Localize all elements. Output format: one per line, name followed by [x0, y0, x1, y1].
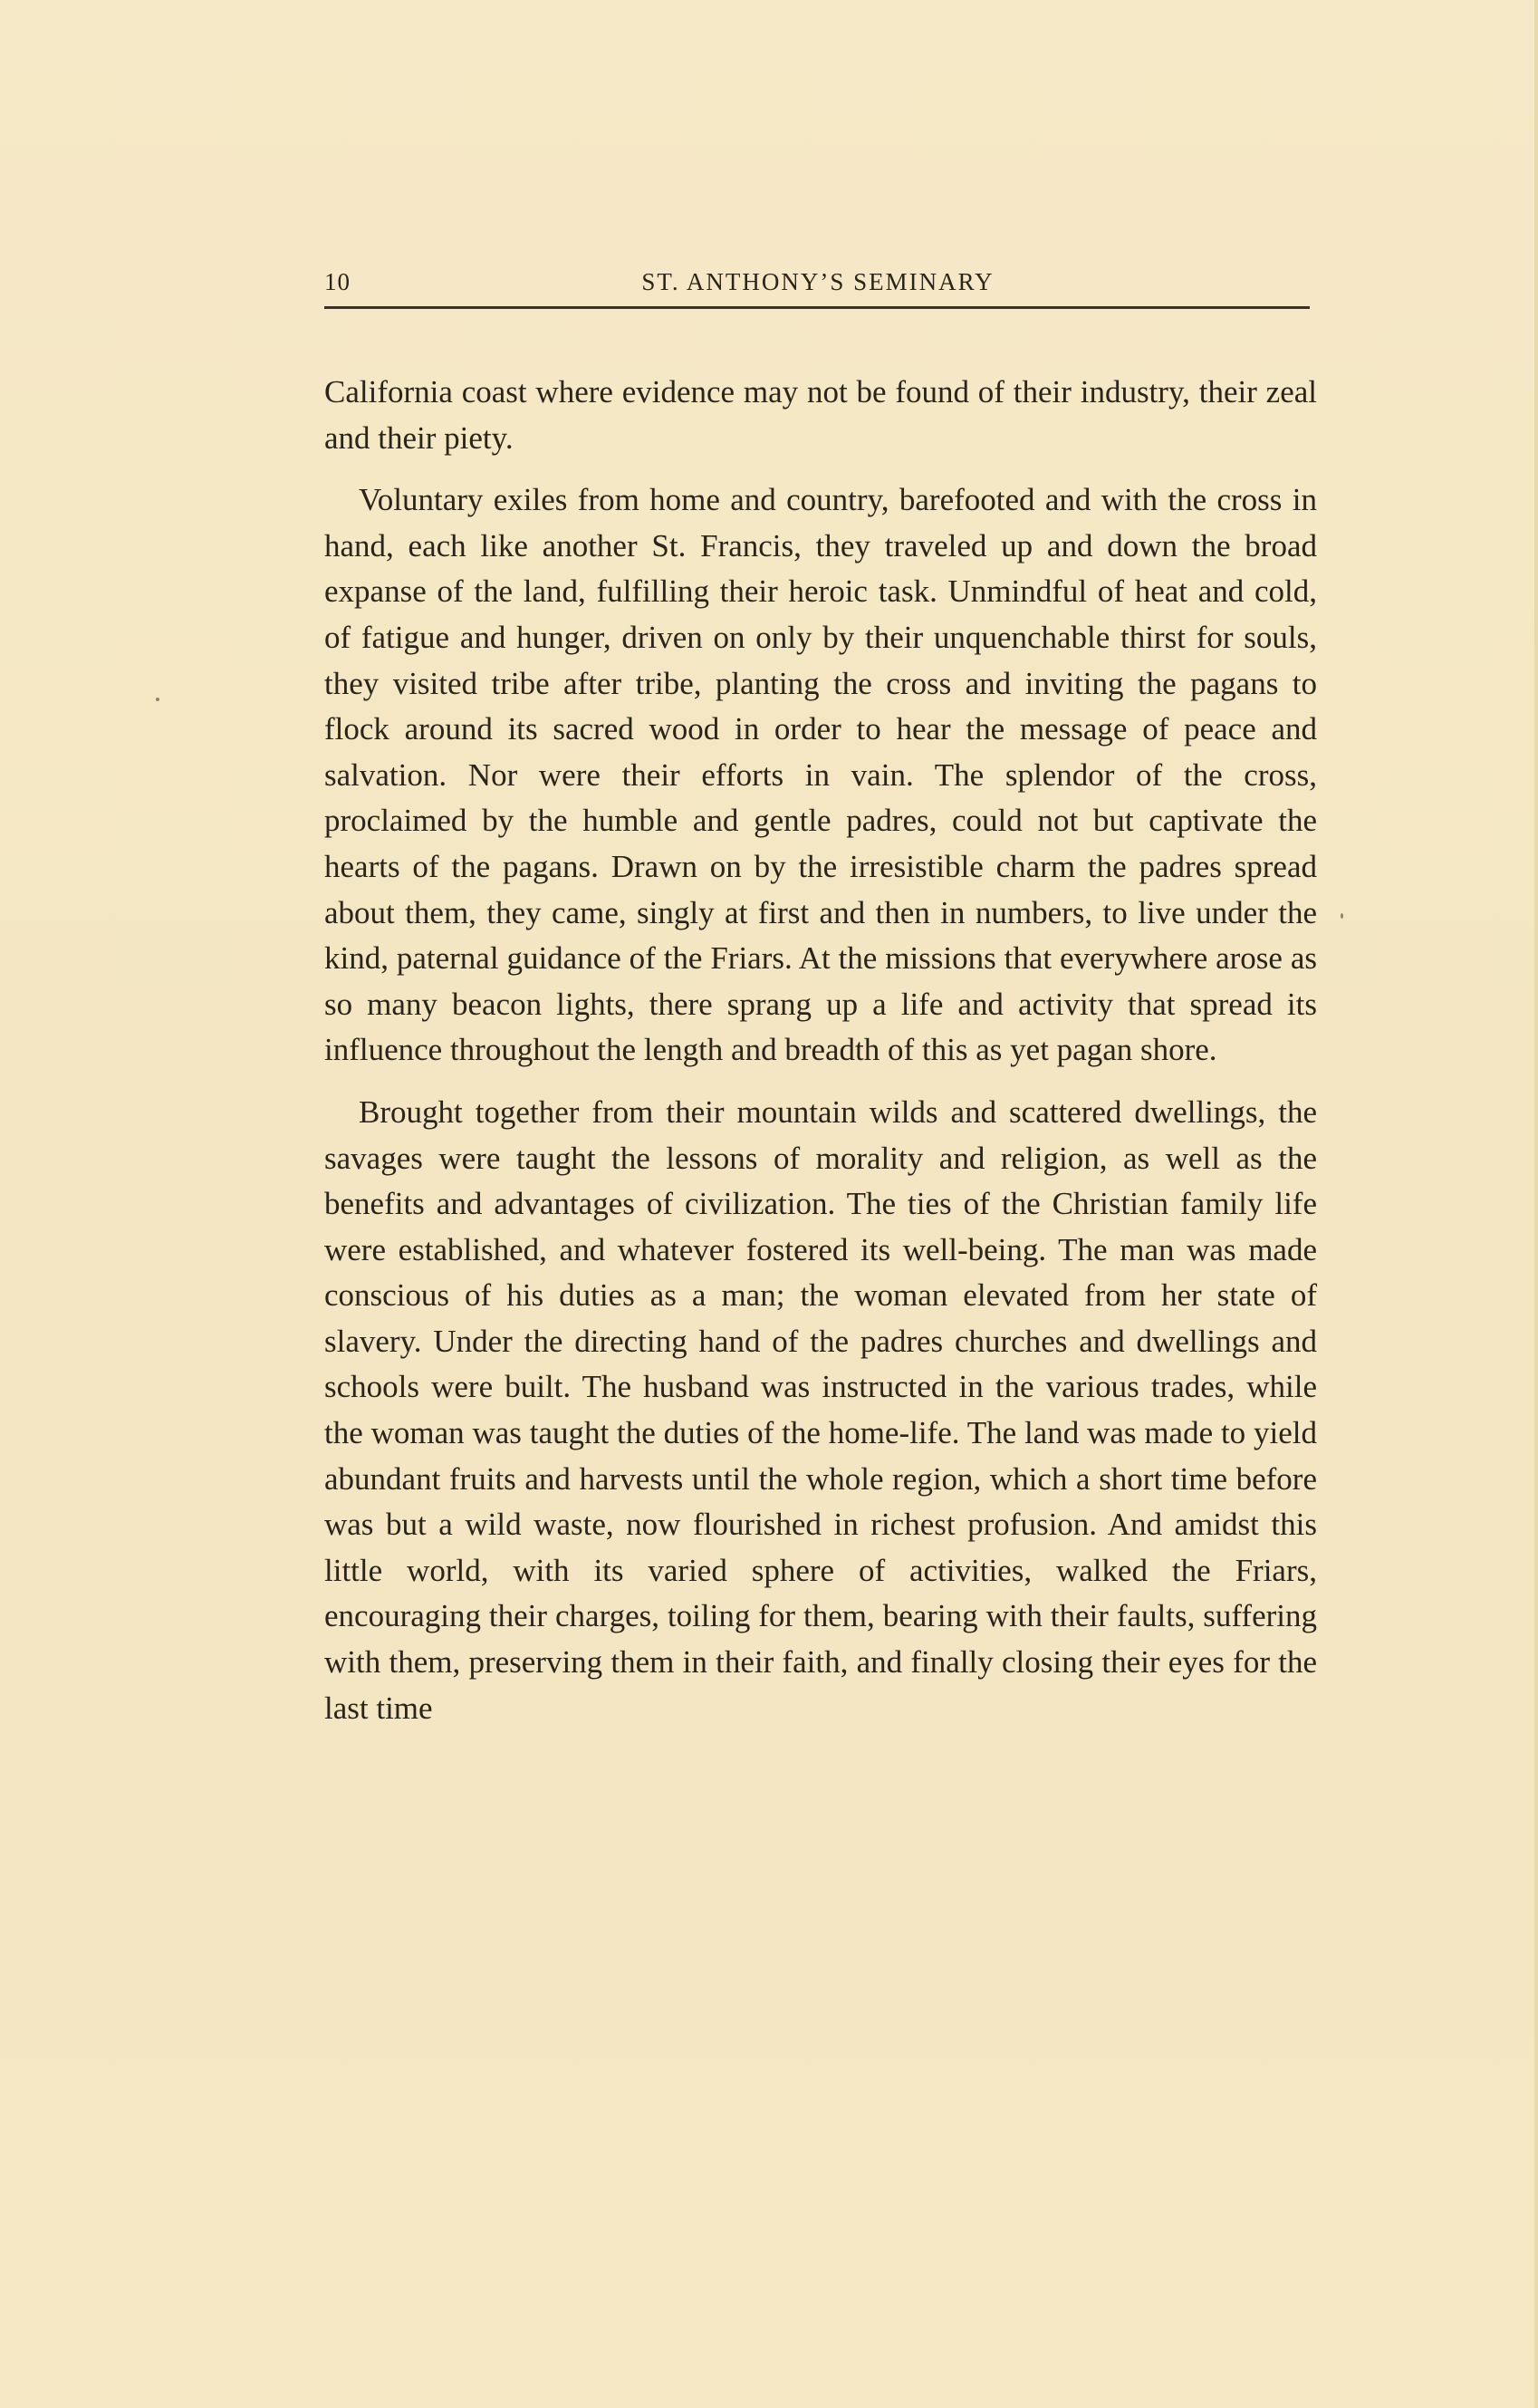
paragraph-continued: California coast where evidence may not be found of their industry, their zeal and their piety.	[324, 374, 1317, 456]
page-edge	[1534, 0, 1538, 2408]
running-head-title: ST. ANTHONY’S SEMINARY	[641, 268, 995, 295]
header-rule	[324, 306, 1310, 309]
paragraph-voluntary-exiles: Voluntary exiles from home and country, barefooted and with the cross in hand, each like another St. Francis, they traveled up and down the broad expanse of the land, fulfilling their heroic task. Unmindful of heat and cold, of fatigue and hunger, driven on only by their unquenchable thirst for souls, they visited tribe after tribe, planting the cross and inviting the pagans to flock around its sacred wood in order to hear the message of peace and salvation. Nor were their efforts in vain. The splendor of the cross, proclaimed by the humble and gentle padres, could not but captivate the hearts of the pagans. Drawn on by the irresistible charm the padres spread about them, they came, singly at first and then in numbers, to live under the kind, paternal guidance of the Friars. At the missions that everywhere arose as so many beacon lights, there sprang up a life and activity that spread its influence throughout the length and breadth of this as yet pagan shore.	[324, 482, 1317, 1068]
paragraph-brought-together: Brought together from their mountain wilds and scattered dwellings, the savages were taught the lessons of morality and religion, as well as the benefits and advantages of civilization. The ties of the Christian family life were established, and whatever fostered its well-being. The man was made conscious of his duties as a man; the woman elevated from her state of slavery. Under the directing hand of the padres churches and dwellings and schools were built. The husband was instructed in the various trades, while the woman was taught the duties of the home-life. The land was made to yield abundant fruits and harvests until the whole region, which a short time before was but a wild waste, now flourished in richest profusion. And amidst this little world, with its varied sphere of activities, walked the Friars, encouraging their charges, toiling for them, bearing with their faults, suffering with them, preserving them in their faith, and finally closing their eyes for the last time	[324, 1093, 1317, 1726]
paper-speck	[156, 698, 159, 701]
running-head	[324, 268, 1312, 304]
paper-speck	[1341, 913, 1343, 919]
page-number: 10	[324, 268, 351, 295]
body-text	[324, 370, 1317, 1731]
